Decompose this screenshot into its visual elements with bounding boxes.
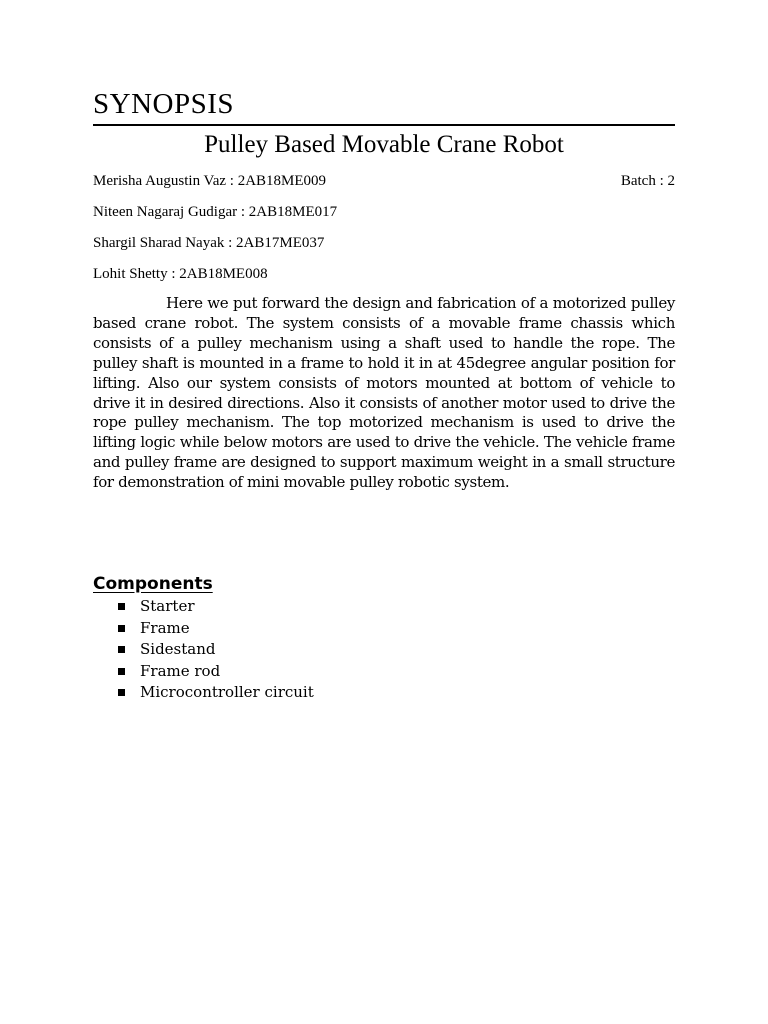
list-item: [93, 639, 314, 661]
synopsis-heading: SYNOPSIS: [93, 88, 234, 120]
component-label: Frame: [140, 618, 190, 637]
author-name: Lohit Shetty : 2AB18ME008: [93, 266, 268, 282]
list-item: [93, 682, 314, 704]
component-label: Microcontroller circuit: [140, 683, 314, 702]
author-row: [93, 171, 675, 191]
square-bullet-icon: [118, 668, 125, 675]
square-bullet-icon: [118, 689, 125, 696]
batch-label: Batch : 2: [620, 173, 675, 189]
components-list: [93, 596, 314, 704]
list-item: [93, 618, 314, 640]
author-row: [93, 264, 675, 284]
author-row: [93, 202, 675, 222]
synopsis-paragraph: Here we put forward the design and fabrication of a motorized pulley based crane robot. The system consists of a movable frame chassis which consists of a pulley mechanism using a shaft used to handle the rope. The pulley shaft is mounted in a frame to hold it in at 45degree angular position for lifting. Also our system consists of motors mounted at bottom of vehicle to drive it in desired directions. Also it consists of another motor used to drive the rope pulley mechanism. The top motorized mechanism is used to drive the lifting logic while below motors are used to drive the vehicle. The vehicle frame and pulley frame are designed to support maximum weight in a small structure for demonstration of mini movable pulley robotic system.: [93, 294, 675, 492]
component-label: Frame rod: [140, 661, 221, 680]
author-name: Shargil Sharad Nayak : 2AB17ME037: [93, 235, 325, 251]
document-title: Pulley Based Movable Crane Robot: [204, 131, 564, 158]
square-bullet-icon: [118, 603, 125, 610]
components-heading: Components: [93, 574, 213, 594]
component-label: Sidestand: [140, 640, 216, 659]
square-bullet-icon: [118, 625, 125, 632]
author-name: Merisha Augustin Vaz : 2AB18ME009: [93, 173, 327, 189]
square-bullet-icon: [118, 646, 125, 653]
heading-divider: [93, 124, 675, 126]
list-item: [93, 661, 314, 683]
author-row: [93, 233, 675, 253]
author-name: Niteen Nagaraj Gudigar : 2AB18ME017: [93, 204, 338, 220]
list-item: [93, 596, 314, 618]
component-label: Starter: [140, 597, 195, 616]
